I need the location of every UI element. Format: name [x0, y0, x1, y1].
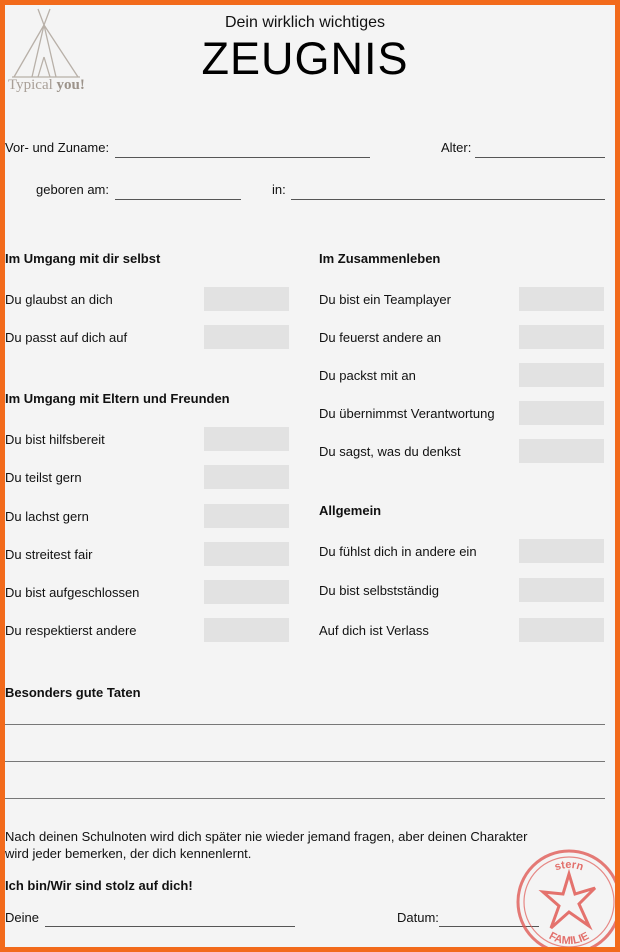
rating-box[interactable]	[204, 580, 289, 604]
signature-label: Deine	[5, 910, 39, 925]
date-label: Datum:	[397, 910, 439, 925]
rating-label: Du feuerst andere an	[319, 330, 442, 345]
rating-box[interactable]	[519, 578, 604, 602]
stern-familie-stamp-icon	[515, 848, 620, 952]
age-label: Alter:	[441, 140, 472, 155]
page-title: ZEUGNIS	[201, 33, 409, 84]
rating-box[interactable]	[204, 287, 289, 311]
rating-label: Du bist aufgeschlossen	[5, 585, 140, 600]
proud-text: Ich bin/Wir sind stolz auf dich!	[5, 878, 193, 893]
section-heading-self: Im Umgang mit dir selbst	[5, 251, 161, 266]
rating-box[interactable]	[519, 325, 604, 349]
deeds-line[interactable]	[5, 798, 605, 799]
section-heading-together: Im Zusammenleben	[319, 251, 441, 266]
rating-label: Du respektierst andere	[5, 623, 137, 638]
name-label: Vor- und Zuname:	[5, 140, 110, 155]
rating-label: Auf dich ist Verlass	[319, 623, 429, 638]
section-heading-general: Allgemein	[319, 503, 382, 518]
rating-box[interactable]	[519, 363, 604, 387]
rating-label: Du packst mit an	[319, 368, 416, 383]
rating-box[interactable]	[204, 325, 289, 349]
closing-text-line-2: wird jeder bemerken, der dich kennenlernt.	[5, 846, 252, 861]
rating-box[interactable]	[204, 427, 289, 451]
rating-box[interactable]	[519, 439, 604, 463]
rating-label: Du passt auf dich auf	[5, 330, 128, 345]
subtitle: Dein wirklich wichtiges	[224, 14, 386, 31]
age-field[interactable]	[475, 157, 605, 158]
born-label: geboren am:	[36, 182, 109, 197]
rating-label: Du teilst gern	[5, 470, 82, 485]
rating-label: Du bist selbstständig	[319, 583, 439, 598]
rating-box[interactable]	[204, 504, 289, 528]
rating-box[interactable]	[204, 542, 289, 566]
stamp-top-text: stern	[553, 858, 585, 874]
rating-box[interactable]	[204, 618, 289, 642]
birthplace-label: in:	[272, 182, 286, 197]
rating-label: Du bist ein Teamplayer	[319, 292, 451, 307]
name-field[interactable]	[115, 157, 370, 158]
section-heading-parents: Im Umgang mit Eltern und Freunden	[5, 391, 230, 406]
rating-label: Du lachst gern	[5, 509, 89, 524]
closing-text-line-1: Nach deinen Schulnoten wird dich später nie wieder jemand fragen, aber deinen Charakter	[5, 829, 528, 844]
logo-text: Typical you!	[8, 77, 85, 93]
rating-box[interactable]	[519, 287, 604, 311]
deeds-heading: Besonders gute Taten	[5, 685, 141, 700]
rating-label: Du glaubst an dich	[5, 292, 113, 307]
rating-box[interactable]	[519, 618, 604, 642]
rating-label: Du streitest fair	[5, 547, 93, 562]
birthdate-field[interactable]	[115, 199, 241, 200]
birthplace-field[interactable]	[291, 199, 605, 200]
deeds-line[interactable]	[5, 761, 605, 762]
rating-label: Du übernimmst Verantwortung	[319, 406, 495, 421]
rating-label: Du bist hilfsbereit	[5, 432, 105, 447]
rating-box[interactable]	[519, 401, 604, 425]
rating-box[interactable]	[519, 539, 604, 563]
rating-label: Du fühlst dich in andere ein	[319, 544, 477, 559]
rating-box[interactable]	[204, 465, 289, 489]
signature-field[interactable]	[45, 926, 295, 927]
stamp-bottom-text: FAMILIE	[546, 930, 592, 948]
deeds-line[interactable]	[5, 724, 605, 725]
rating-label: Du sagst, was du denkst	[319, 444, 461, 459]
